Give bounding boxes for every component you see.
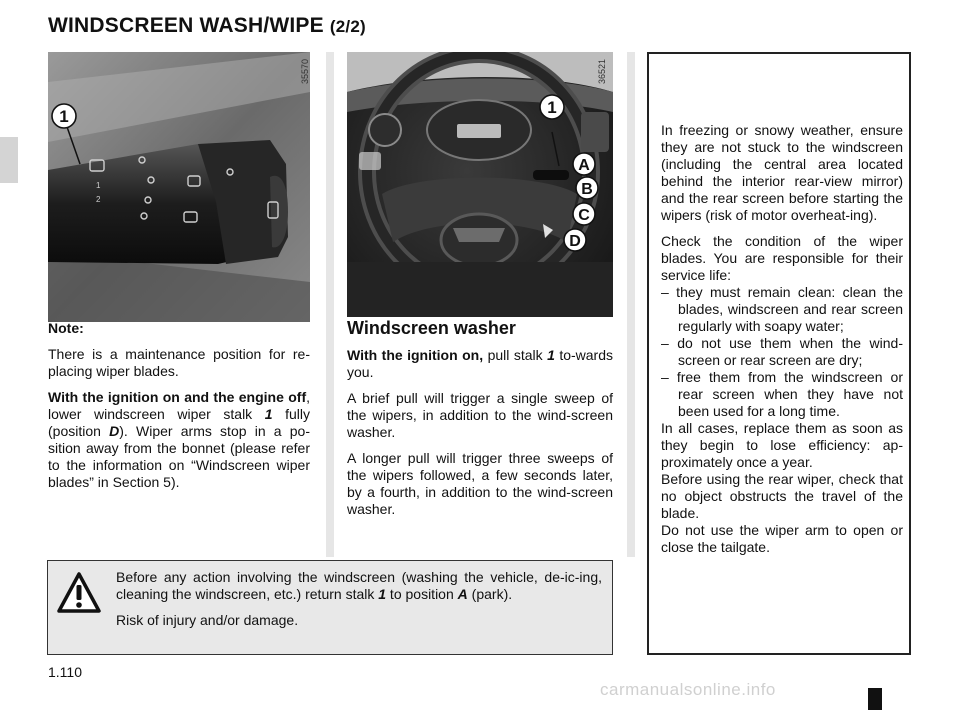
warning-paragraph-1 (116, 569, 602, 603)
callout-b: B (581, 181, 593, 198)
position-ref: A (457, 586, 468, 602)
column-divider (627, 52, 635, 557)
photo-reference: 36521 (597, 58, 607, 84)
wiper-stalk-photo (48, 52, 310, 322)
washer-paragraph-2: A brief pull will trigger a single sweep of the wipers, in addition to the wind-screen washer. (347, 390, 613, 440)
callout-c: C (578, 207, 590, 224)
callout-overlay (347, 52, 613, 317)
note-heading: Note: (48, 320, 84, 336)
dashboard-photo (347, 52, 613, 317)
info-paragraph-4: Before using the rear wiper, check that no object obstructs the travel of the blade. (661, 471, 903, 521)
info-text (661, 122, 903, 556)
note-paragraph-2 (48, 389, 310, 491)
svg-text:2: 2 (96, 195, 101, 204)
info-paragraph-5: Do not use the wiper arm to open or close the tailgate. (661, 522, 903, 555)
note-paragraph-1: There is a maintenance position for re-placing wiper blades. (48, 346, 310, 379)
position-ref: D (109, 423, 120, 439)
watermark: carmanualsonline.info (600, 680, 776, 699)
warning-text-span: (park). (467, 586, 513, 602)
page-number: 1.110 (48, 664, 82, 680)
page-title (48, 14, 366, 38)
photo-reference: 35570 (300, 58, 310, 84)
washer-heading: Windscreen washer (347, 318, 516, 338)
washer-text: pull stalk (483, 347, 548, 363)
washer-text: to-wards you. (347, 347, 613, 380)
stalk-ref: 1 (264, 406, 273, 422)
list-item: – they must remain clean: clean the blades, windscreen and rear screen regularly with soapy water; (661, 284, 903, 334)
warning-paragraph-2: Risk of injury and/or damage. (116, 612, 299, 628)
callout-1: 1 (547, 98, 557, 117)
footer-mark (868, 688, 882, 710)
warning-text (116, 569, 602, 638)
list-item: – free them from the windscreen or rear screen when they have not been used for a long time. (661, 369, 903, 419)
list-item: – do not use them when the wind-screen or rear screen are dry; (661, 335, 903, 368)
column-divider (326, 52, 334, 557)
washer-condition: With the ignition on, (347, 347, 484, 363)
info-paragraph-3: In all cases, replace them as soon as they begin to lose efficiency: ap-proximately once a year. (661, 420, 903, 470)
washer-section (347, 320, 613, 527)
callout-1: 1 (59, 107, 69, 126)
note-text: , lower windscreen wiper stalk (48, 389, 310, 422)
info-paragraph-2: Check the condition of the wiper blades. You are responsible for their service life: (661, 233, 903, 283)
warning-text-span: Before any action involving the windscreen (washing the vehicle, de-ic-ing, cleaning the windscreen, etc.) return stalk (116, 569, 602, 602)
stalk-ref: 1 (547, 347, 555, 363)
info-paragraph-1: In freezing or snowy weather, ensure they are not stuck to the windscreen (including the central area located behind the interior rear-view mirror) and the rear screen before starting the wipers (risk of motor overheat-ing). (661, 122, 903, 223)
callout-a: A (578, 157, 590, 174)
note-text: ). Wiper arms stop in a po-sition away from the bonnet (please refer to the information on “Windscreen wiper blades” in Section 5). (48, 423, 311, 490)
section-tab (0, 137, 18, 183)
note-section (48, 320, 310, 500)
callout-d: D (569, 233, 581, 250)
warning-triangle-icon (56, 571, 102, 615)
washer-paragraph-3: A longer pull will trigger three sweeps of the wipers followed, a few seconds later, by a fourth, in addition to the wind-screen washer. (347, 450, 613, 517)
page-title-text: WINDSCREEN WASH/WIPE (48, 14, 324, 37)
note-condition: With the ignition on and the engine off (48, 389, 307, 405)
stalk-ref: 1 (378, 586, 387, 602)
washer-paragraph-1 (347, 347, 613, 381)
warning-text-span: to position (386, 586, 458, 602)
note-text: fully (position (48, 406, 310, 439)
page-title-suffix: (2/2) (329, 17, 366, 36)
svg-text:1: 1 (96, 181, 101, 190)
wiper-stalk-illustration (48, 52, 310, 322)
